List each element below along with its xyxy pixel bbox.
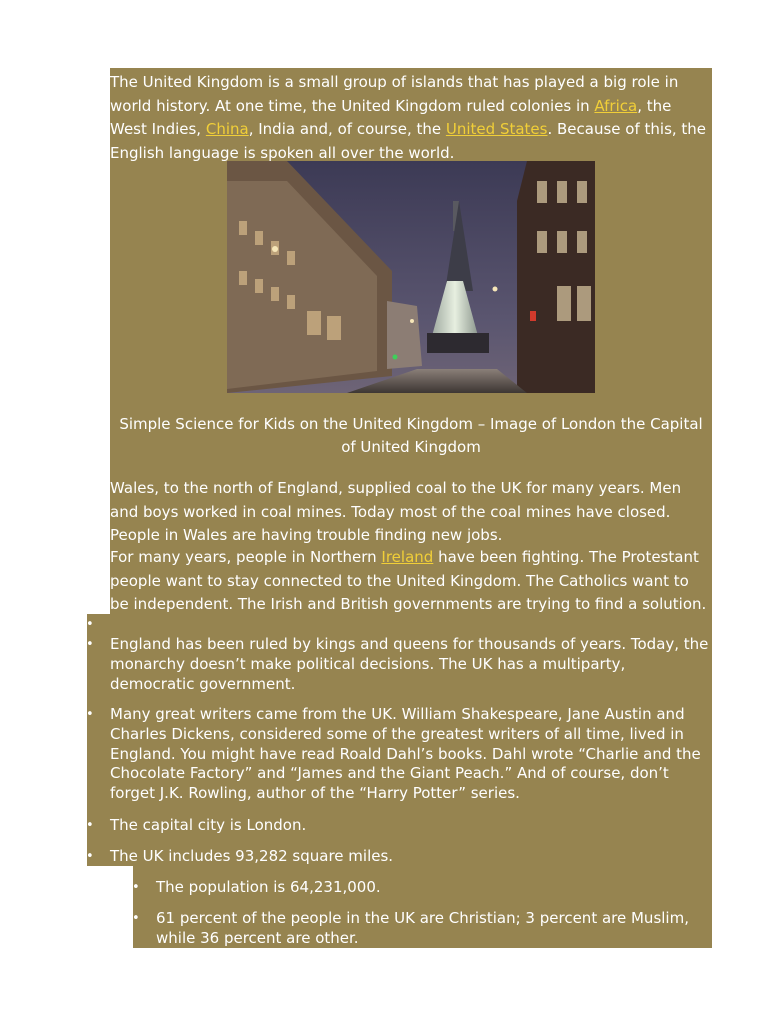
list-item: • The capital city is London. [86,816,307,834]
united-states-link[interactable]: United States [445,120,548,138]
bullet-icon: • [86,617,94,632]
list-item: • England has been ruled by kings and queens for thousands of years. Today, the monarchy doesn’t make political decisions. The UK has a multiparty, democratic government. [86,635,709,693]
bullet-icon: • [86,849,94,864]
wales-paragraph: Wales, to the north of England, supplied coal to the UK for many years. Men and boys worked in coal mines. Today most of the coal mines have closed. People in Wales are having trouble finding new jobs. [110,479,682,544]
sub-list-item: • 61 percent of the people in the UK are Christian; 3 percent are Muslim, while 36 percent are other. [132,909,689,947]
sub-list-item: • The population is 64,231,000. [132,878,381,896]
ireland-link[interactable]: Ireland [381,548,434,566]
image-caption: Simple Science for Kids on the United Kingdom – Image of London the Capital of United Kingdom [119,415,703,456]
london-photo [227,161,595,393]
ireland-paragraph: For many years, people in Northern Ireland have been fighting. The Protestant people want to stay connected to the United Kingdom. The Catholics want to be independent. The Irish and British governments are trying to find a solution. [110,548,707,613]
africa-link[interactable]: Africa [594,96,638,115]
bullet-icon: • [132,911,140,926]
list-item: • Many great writers came from the UK. William Shakespeare, Jane Austin and Charles Dickens, considered some of the greatest writers of all time, lived in England. You might have read Roald Dahl’s books. Dahl wrote “Charlie and the Chocolate Factory” and “James and the Giant Peach.” And of course, don’t forget J.K. Rowling, author of the “Harry Potter” series. [86,705,701,803]
bullet-icon: • [132,880,140,895]
intro-paragraph: The United Kingdom is a small group of islands that has played a big role in world history. At one time, the United Kingdom ruled colonies in Africa, the West Indies, China, India and, of course, the United States. Because of this, the English language is spoken all over the world. [110,73,707,162]
bullet-icon: • [86,637,94,652]
list-item: • The UK includes 93,282 square miles. [86,847,394,865]
bullet-icon: • [86,818,94,833]
china-link[interactable]: China [205,120,249,138]
bullet-icon: • [86,707,94,722]
